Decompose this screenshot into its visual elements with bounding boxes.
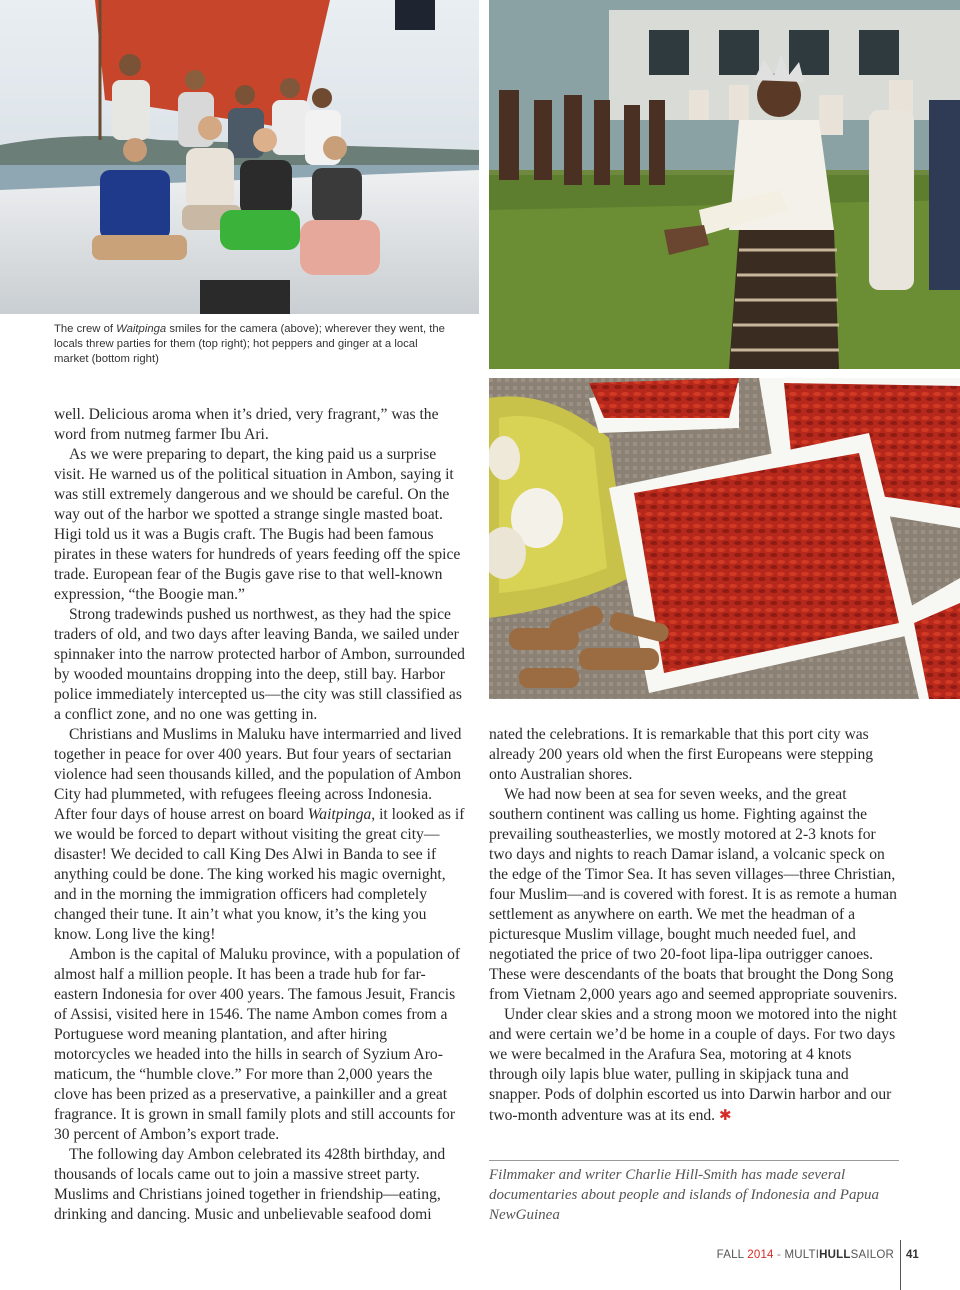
photo-caption: The crew of Waitpinga smiles for the camera (above); wherever they went, the locals threw parties for them (top right); hot peppers and ginger at a local market (bottom right) <box>54 323 445 366</box>
paragraph: As we were preparing to depart, the king paid us a surprise visit. He warned us of the political situation in Ambon, saying it was still extremely dangerous and we should be careful. On the way out of the harbor we spotted a strange single masted boat. Higi told us it was a Bugis craft. The Bugis had been famous pirates in these waters for hundreds of years feeding off the spice trade. European fear of the Bugis gave rise to that well-known expression, “the Boogie man.” <box>54 446 461 603</box>
end-mark-icon: ✱ <box>718 1106 732 1124</box>
bio-divider <box>489 1160 899 1161</box>
author-bio: Filmmaker and writer Charlie Hill-Smith has made several documentaries about people and islands of Indonesia and Papua NewGuinea <box>489 1167 879 1223</box>
paragraph: The following day Ambon celebrated its 428th birthday, and thousands of locals came out to join a massive street party. Muslims and Christians joined together in friendship—eating, drinking and dancing. Music and unbelievable seafood domi <box>54 1146 446 1223</box>
paragraph: nated the celebrations. It is remarkable that this port city was already 200 years old when the first Europeans were stepping onto Australian shores. <box>489 726 874 783</box>
page-footer: FALL 2014 - MULTIHULLSAILOR <box>716 1249 894 1261</box>
article-left-column <box>54 405 466 1225</box>
footer-divider <box>900 1240 901 1290</box>
paragraph: Under clear skies and a strong moon we motored into the night and were certain we’d be home in a couple of days. For two days we were becalmed in the Arafura Sea, motoring at 4 knots through oily lapis blue water, pulling in skipjack tuna and snapper. Pods of dolphin escorted us into Darwin harbor and our two-month adventure was at its end. ✱ <box>489 1006 897 1124</box>
paragraph: well. Delicious aroma when it’s dried, very fragrant,” was the word from nutmeg farmer Ibu Ari. <box>54 406 439 443</box>
page-number: 41 <box>906 1249 919 1261</box>
paragraph: Strong tradewinds pushed us northwest, as they had the spice traders of old, and two days after leaving Banda, we sailed under spinnaker into the narrow protected harbor of Ambon, surrounded by wooded mountains dropping into the deep, still bay. Harbor police immediately intercepted us—the city was still classified as a conflict zone, and no one was getting in. <box>54 606 465 723</box>
crew-photo <box>0 0 479 314</box>
paragraph: We had now been at sea for seven weeks, and the great southern continent was calling us home. Fighting against the prevailing southeasterlies, we mostly motored at 2-3 knots for two days and nights to reach Damar island, a volcanic speck on the edge of the Timor Sea. It has seven villages—three Christian, four Muslim—and is covered with forest. It is as remote a human settlement as anywhere on earth. We met the headman of a picturesque Muslim village, bought much needed fuel, and negotiated the price of two 20-foot lipa-lipa outrigger canoes. These were descendants of the boats that brought the Dong Song from Vietnam 2,000 years ago and seemed appropriate souvenirs. <box>489 786 898 1003</box>
paragraph: Christians and Muslims in Maluku have intermarried and lived together in peace for over 400 years. But four years of sectarian violence had seen thousands killed, and the population of Ambon City had plummeted, with refugees fleeing across Indonesia. After four days of house arrest on board Waitpinga, it looked as if we would be forced to depart without visiting the great city—disaster! We decided to call King Des Alwi in Banda to see if anything could be done. The king worked his magic overnight, and in the morning the immigration officers had completely changed their tune. It ain’t what you know, it’s the king you know. Long live the king! <box>54 726 465 943</box>
caption-boat-name: Waitpinga <box>116 323 167 335</box>
article-right-column <box>489 725 901 1126</box>
paragraph: Ambon is the capital of Maluku province, with a population of almost half a million people. It has been a trade hub for far-eastern Indonesia for over 400 years. The famous Jesuit, Francis of Assisi, visited here in 1546. The name Ambon comes from a Portuguese word meaning plantation, and after hiring motorcycles we headed into the hills in search of Syzium Aromaticum, the “humble clove.” For more than 2,000 years the clove has been prized as a preservative, a painkiller and a great fragrance. It is grown in small family plots and still accounts for 30 percent of Ambon’s export trade. <box>54 946 461 1143</box>
footer-year: 2014 <box>747 1249 774 1261</box>
local-party-photo <box>489 0 960 369</box>
magazine-name: MULTIHULLSAILOR <box>784 1249 894 1261</box>
market-photo <box>489 378 960 699</box>
boat-name: Waitpinga <box>307 806 372 823</box>
